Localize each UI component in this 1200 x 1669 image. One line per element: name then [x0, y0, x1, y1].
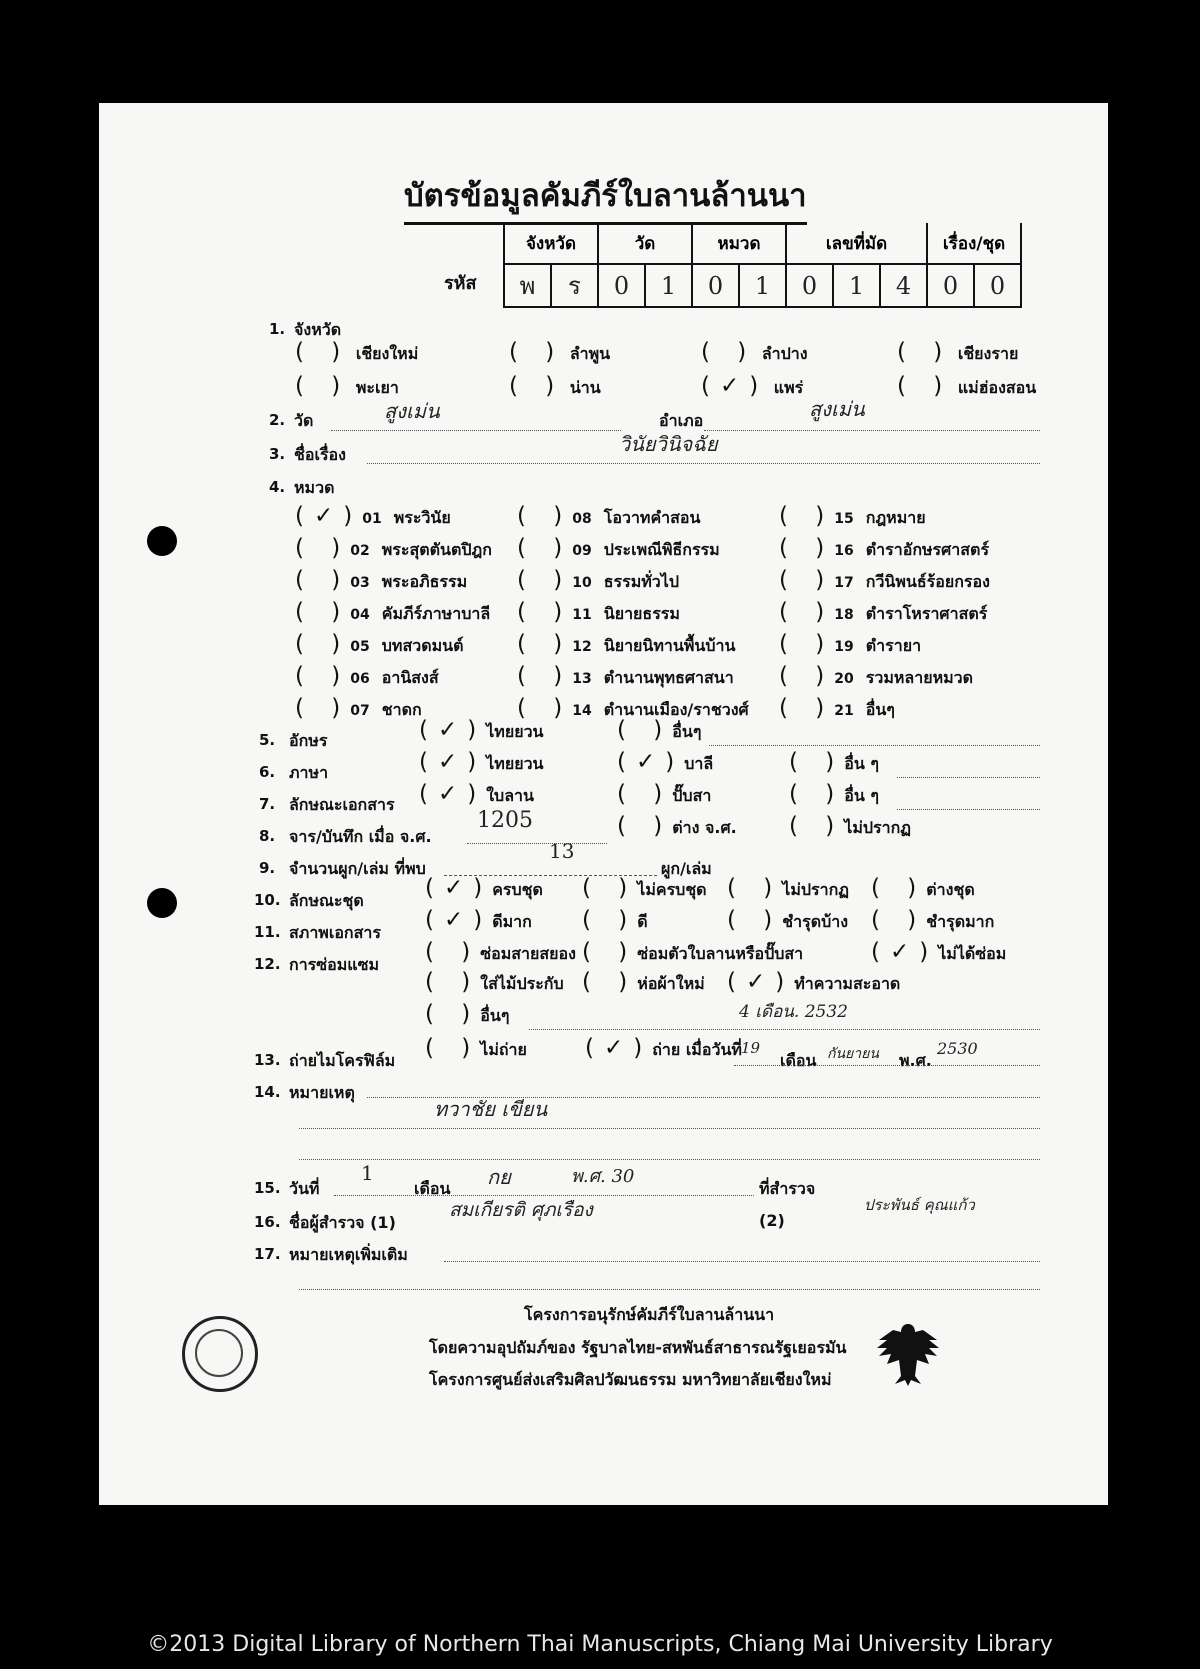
option-label: อื่น ๆ: [844, 754, 879, 773]
option-label: ไม่ได้ซ่อม: [938, 944, 1007, 963]
checkbox: ( ): [897, 373, 953, 399]
option-label: ทำความสะอาด: [794, 974, 901, 993]
checkbox: (✓): [425, 875, 493, 901]
field-14-label: หมายเหตุ: [289, 1083, 355, 1102]
era-option-other[interactable]: [617, 813, 737, 841]
checkbox: ( ): [509, 373, 565, 399]
field-16-label: ชื่อผู้สำรวจ (1): [289, 1213, 396, 1232]
checkbox: ( ): [509, 339, 565, 365]
field-7-label: ลักษณะเอกสาร: [289, 795, 395, 814]
code-cell: 0: [974, 264, 1021, 307]
code-cell: 0: [692, 264, 739, 307]
category-code: 05: [350, 639, 370, 655]
field-5-number: 5.: [259, 731, 276, 749]
category-code: 01: [362, 511, 382, 527]
field-2-number: 2.: [269, 411, 286, 429]
category-option-06[interactable]: [295, 663, 439, 691]
repair-handwritten-note: 4 เดือน. 2532: [739, 1002, 848, 1022]
language-option-pali[interactable]: [617, 749, 713, 777]
category-option-01[interactable]: [295, 503, 451, 531]
repair-option-string[interactable]: [425, 939, 576, 967]
option-label: ต่าง จ.ศ.: [672, 818, 737, 837]
category-option-04[interactable]: [295, 599, 490, 627]
code-header-bundle: เลขที่มัด: [786, 223, 927, 264]
copyright-notice: ©2013 Digital Library of Northern Thai Manuscripts, Chiang Mai University Library: [147, 1632, 1053, 1657]
code-cell: 4: [880, 264, 927, 307]
checkbox: (✓): [617, 749, 685, 775]
checkbox: ( ): [871, 907, 927, 933]
checkbox: ( ): [582, 969, 638, 995]
checkbox: (✓): [425, 907, 493, 933]
category-code: 03: [350, 575, 370, 591]
repair-option-not-repaired[interactable]: [871, 939, 1006, 967]
condition-option-very-good[interactable]: [425, 907, 532, 935]
option-label: แพร่: [773, 378, 804, 397]
checkbox: ( ): [517, 503, 573, 529]
field-15-label: วันที่: [289, 1179, 320, 1198]
document-option-other[interactable]: [789, 781, 879, 809]
district-label: อำเภอ: [659, 411, 704, 430]
option-label: เชียงราย: [957, 344, 1019, 363]
province-option-nan[interactable]: [509, 373, 601, 401]
field-16-number: 16.: [254, 1213, 281, 1231]
option-label: นิยายนิทานพื้นบ้าน: [603, 636, 736, 655]
survey-card: [99, 103, 1108, 1505]
category-option-02[interactable]: [295, 535, 492, 563]
checkbox: ( ): [701, 339, 757, 365]
checkbox: ( ): [517, 695, 573, 721]
option-label: ดี: [637, 912, 648, 931]
checkbox: ( ): [295, 631, 351, 657]
code-label: รหัส: [444, 273, 477, 294]
checkbox: ( ): [295, 535, 351, 561]
surveyor-2-label: (2): [759, 1211, 785, 1230]
code-header-temple: วัด: [598, 223, 692, 264]
option-label: ดีมาก: [492, 912, 532, 931]
field-7-number: 7.: [259, 795, 276, 813]
option-label: ชำรุดบ้าง: [782, 912, 849, 931]
survey-day[interactable]: 1: [361, 1161, 374, 1185]
option-label: ตำราโหราศาสตร์: [865, 604, 988, 623]
checkbox: ( ): [517, 567, 573, 593]
checkbox: ( ): [779, 631, 835, 657]
set-option-unknown[interactable]: [727, 875, 849, 903]
option-label: แม่ฮ่องสอน: [957, 378, 1037, 397]
era-option-unknown[interactable]: [789, 813, 911, 841]
checkbox: (✓): [701, 373, 769, 399]
category-code: 19: [834, 639, 854, 655]
field-12-number: 12.: [254, 955, 281, 973]
option-label: ธรรมทั่วไป: [603, 572, 679, 591]
category-option-15[interactable]: [779, 503, 926, 531]
category-option-05[interactable]: [295, 631, 463, 659]
field-11-number: 11.: [254, 923, 281, 941]
inscribed-year-value[interactable]: 1205: [477, 808, 533, 833]
category-code: 20: [834, 671, 854, 687]
category-option-09[interactable]: [517, 535, 720, 563]
checkbox: ( ): [779, 535, 835, 561]
category-code: 14: [572, 703, 592, 719]
surveyor-2-signature: ประพันธ์ คุณแก้ว: [864, 1196, 975, 1214]
category-code: 02: [350, 543, 370, 559]
option-label: ปั๊บสา: [672, 786, 712, 805]
field-5-label: อักษร: [289, 731, 328, 750]
checkbox: ( ): [582, 939, 638, 965]
category-option-08[interactable]: [517, 503, 700, 531]
option-label: พระอภิธรรม: [381, 572, 468, 591]
checkbox: ( ): [871, 875, 927, 901]
microfilm-month-label: เดือน: [780, 1051, 817, 1070]
option-label: ชาดก: [381, 700, 422, 719]
code-cell: 1: [833, 264, 880, 307]
option-label: ไทยยวน: [486, 722, 544, 741]
card-title: บัตรข้อมูลคัมภีร์ใบลานล้านนา: [404, 170, 807, 225]
option-label: ไม่ปรากฏ: [782, 880, 850, 899]
category-code: 18: [834, 607, 854, 623]
code-cell: 0: [786, 264, 833, 307]
option-label: ถ่าย เมื่อวันที่: [652, 1040, 742, 1059]
repair-option-wood-cover[interactable]: [425, 969, 564, 997]
language-option-other[interactable]: [789, 749, 879, 777]
option-label: ลำปาง: [761, 344, 808, 363]
category-option-03[interactable]: [295, 567, 467, 595]
field-6-number: 6.: [259, 763, 276, 781]
checkbox: ( ): [727, 875, 783, 901]
option-label: อื่น ๆ: [844, 786, 879, 805]
category-code: 10: [572, 575, 592, 591]
footer-line-1: โครงการอนุรักษ์คัมภีร์ใบลานล้านนา: [524, 1305, 775, 1324]
category-code: 06: [350, 671, 370, 687]
option-label: อื่นๆ: [480, 1006, 510, 1025]
repair-option-leaf[interactable]: [582, 939, 803, 967]
category-option-07[interactable]: [295, 695, 422, 723]
option-label: ลำพูน: [569, 344, 611, 363]
checkbox: ( ): [779, 599, 835, 625]
document-option-sa-paper[interactable]: [617, 781, 711, 809]
checkbox: ( ): [295, 373, 351, 399]
university-seal-logo: [182, 1316, 258, 1392]
checkbox: ( ): [582, 875, 638, 901]
checkbox: ( ): [517, 663, 573, 689]
checkbox: (✓): [419, 781, 487, 807]
set-option-incomplete[interactable]: [582, 875, 707, 903]
checkbox: (✓): [419, 749, 487, 775]
checkbox: ( ): [425, 939, 481, 965]
checkbox: ( ): [582, 907, 638, 933]
punch-hole-bottom: [147, 888, 177, 918]
field-1-number: 1.: [269, 320, 286, 338]
survey-suffix: ที่สำรวจ: [759, 1179, 816, 1198]
punch-hole-top: [147, 526, 177, 556]
category-option-17[interactable]: [779, 567, 990, 595]
checkbox: ( ): [517, 599, 573, 625]
field-4-label: หมวด: [294, 478, 335, 497]
survey-month[interactable]: กย: [487, 1165, 511, 1189]
set-option-complete[interactable]: [425, 875, 543, 903]
field-13-number: 13.: [254, 1051, 281, 1069]
checkbox: ( ): [789, 781, 845, 807]
code-cell: 1: [739, 264, 786, 307]
set-option-different[interactable]: [871, 875, 975, 903]
option-label: พระวินัย: [393, 508, 451, 527]
document-option-palmleaf[interactable]: [419, 781, 534, 809]
option-label: กฎหมาย: [865, 508, 926, 527]
option-label: บาลี: [684, 754, 714, 773]
checkbox: ( ): [295, 567, 351, 593]
field-4-number: 4.: [269, 478, 286, 496]
checkbox: ( ): [425, 969, 481, 995]
field-6-label: ภาษา: [289, 763, 329, 782]
province-option-chiangrai[interactable]: [897, 339, 1018, 367]
field-3-label: ชื่อเรื่อง: [294, 445, 346, 464]
field-14-number: 14.: [254, 1083, 281, 1101]
code-cell: พ: [504, 264, 551, 307]
category-option-11[interactable]: [517, 599, 680, 627]
province-option-lampang[interactable]: [701, 339, 808, 367]
option-label: อื่นๆ: [672, 722, 702, 741]
temple-value[interactable]: สูงเม่น: [384, 399, 440, 423]
checkbox: ( ): [295, 339, 351, 365]
category-code: 07: [350, 703, 370, 719]
code-cell: 0: [598, 264, 645, 307]
condition-option-heavy-damage[interactable]: [871, 907, 994, 935]
option-label: ซ่อมตัวใบลานหรือปั๊บสา: [637, 944, 804, 963]
microfilm-year[interactable]: 2530: [937, 1039, 978, 1058]
checkbox: ( ): [617, 781, 673, 807]
bundle-unit: ผูก/เล่ม: [661, 859, 712, 878]
checkbox: ( ): [517, 535, 573, 561]
option-label: ตำราอักษรศาสตร์: [865, 540, 990, 559]
footer-line-3: โครงการศูนย์ส่งเสริมศิลปวัฒนธรรม มหาวิทยาลัยเชียงใหม่: [429, 1370, 832, 1389]
checkbox: ( ): [779, 567, 835, 593]
field-11-label: สภาพเอกสาร: [289, 923, 381, 942]
option-label: ไม่ถ่าย: [480, 1040, 527, 1059]
category-code: 09: [572, 543, 592, 559]
category-option-13[interactable]: [517, 663, 734, 691]
option-label: ใบลาน: [486, 786, 534, 805]
option-label: ชำรุดมาก: [926, 912, 995, 931]
option-label: บทสวดมนต์: [381, 636, 464, 655]
category-code: 21: [834, 703, 854, 719]
category-option-21[interactable]: [779, 695, 895, 723]
option-label: น่าน: [569, 378, 601, 397]
option-label: ซ่อมสายสยอง: [480, 944, 576, 963]
field-13-label: ถ่ายไมโครฟิล์ม: [289, 1051, 396, 1070]
script-option-other[interactable]: [617, 717, 701, 745]
microfilm-month[interactable]: กันยายน: [827, 1046, 879, 1062]
category-option-20[interactable]: [779, 663, 973, 691]
field-17-label: หมายเหตุเพิ่มเติม: [289, 1245, 408, 1264]
code-table: [503, 223, 1022, 308]
checkbox: ( ): [425, 1035, 481, 1061]
category-code: 08: [572, 511, 592, 527]
checkbox: (✓): [295, 503, 363, 529]
checkbox: ( ): [617, 717, 673, 743]
category-code: 17: [834, 575, 854, 591]
checkbox: ( ): [789, 813, 845, 839]
checkbox: ( ): [425, 1001, 481, 1027]
option-label: ห่อผ้าใหม่: [637, 974, 705, 993]
microfilm-day[interactable]: 19: [741, 1039, 761, 1057]
checkbox: ( ): [779, 663, 835, 689]
option-label: ตำรายา: [865, 636, 922, 655]
microfilm-year-label: พ.ศ.: [899, 1051, 932, 1070]
checkbox: ( ): [779, 695, 835, 721]
option-label: รวมหลายหมวด: [865, 668, 974, 687]
field-12-label: การซ่อมแซม: [289, 955, 379, 974]
checkbox: ( ): [789, 749, 845, 775]
category-option-12[interactable]: [517, 631, 735, 659]
category-option-18[interactable]: [779, 599, 987, 627]
option-label: อานิสงส์: [381, 668, 439, 687]
field-9-number: 9.: [259, 859, 276, 877]
bundle-count-value[interactable]: 13: [549, 839, 575, 863]
checkbox: ( ): [617, 813, 673, 839]
category-code: 11: [572, 607, 592, 623]
option-label: กวีนิพนธ์ร้อยกรอง: [865, 572, 990, 591]
category-code: 15: [834, 511, 854, 527]
field-17-number: 17.: [254, 1245, 281, 1263]
repair-option-new-cloth[interactable]: [582, 969, 705, 997]
checkbox: ( ): [295, 663, 351, 689]
checkbox: (✓): [585, 1035, 653, 1061]
condition-option-some-damage[interactable]: [727, 907, 848, 935]
checkbox: ( ): [295, 599, 351, 625]
checkbox: ( ): [779, 503, 835, 529]
field-3-number: 3.: [269, 445, 286, 463]
survey-month-label: เดือน: [414, 1179, 451, 1198]
german-eagle-logo: [873, 1318, 943, 1390]
checkbox: ( ): [897, 339, 953, 365]
microfilm-option-yes[interactable]: [585, 1035, 742, 1063]
microfilm-option-no[interactable]: [425, 1035, 527, 1063]
checkbox: (✓): [419, 717, 487, 743]
field-8-label: จาร/บันทึก เมื่อ จ.ศ.: [289, 827, 432, 846]
category-code: 12: [572, 639, 592, 655]
field-9-label: จำนวนผูก/เล่ม ที่พบ: [289, 859, 426, 878]
survey-year[interactable]: พ.ศ. 30: [571, 1166, 635, 1187]
category-option-10[interactable]: [517, 567, 679, 595]
option-label: พะเยา: [355, 378, 399, 397]
code-header-item: เรื่อง/ชุด: [927, 223, 1021, 264]
field-1-label: จังหวัด: [294, 320, 342, 339]
remarks-value[interactable]: ทวาชัย เขียน: [434, 1097, 548, 1121]
code-header-province: จังหวัด: [504, 223, 598, 264]
option-label: พระสุตตันตปิฎก: [381, 540, 492, 559]
checkbox: ( ): [295, 695, 351, 721]
category-code: 16: [834, 543, 854, 559]
province-option-maehongson[interactable]: [897, 373, 1036, 401]
footer-line-2: โดยความอุปถัมภ์ของ รัฐบาลไทย-สหพันธ์สาธารณรัฐเยอรมัน: [429, 1338, 847, 1357]
option-label: ไทยยวน: [486, 754, 544, 773]
option-label: โอวาทคำสอน: [603, 508, 701, 527]
option-label: ไม่ปรากฏ: [844, 818, 912, 837]
code-cell: 1: [645, 264, 692, 307]
field-8-number: 8.: [259, 827, 276, 845]
checkbox: (✓): [727, 969, 795, 995]
option-label: ใส่ไม้ประกับ: [480, 974, 564, 993]
option-label: ไม่ครบชุด: [637, 880, 707, 899]
language-option-taiyuan[interactable]: [419, 749, 543, 777]
option-label: เชียงใหม่: [355, 344, 419, 363]
code-cell: 0: [927, 264, 974, 307]
option-label: ตำนานเมือง/ราชวงศ์: [603, 700, 749, 719]
title-value[interactable]: วินัยวินิจฉัย: [619, 432, 718, 456]
option-label: คัมภีร์ภาษาบาลี: [381, 604, 491, 623]
field-10-label: ลักษณะชุด: [289, 891, 364, 910]
option-label: ประเพณีพิธีกรรม: [603, 540, 720, 559]
option-label: ครบชุด: [492, 880, 543, 899]
option-label: ตำนานพุทธศาสนา: [603, 668, 734, 687]
field-15-number: 15.: [254, 1179, 281, 1197]
category-code: 13: [572, 671, 592, 687]
province-option-phrae[interactable]: [701, 373, 803, 401]
code-cell: ร: [551, 264, 598, 307]
checkbox: ( ): [727, 907, 783, 933]
code-header-category: หมวด: [692, 223, 786, 264]
surveyor-1-name[interactable]: สมเกียรติ ศุภเรือง: [449, 1199, 593, 1221]
checkbox: ( ): [517, 631, 573, 657]
repair-option-other[interactable]: [425, 1001, 509, 1029]
field-2-label: วัด: [294, 411, 314, 430]
province-option-chiangmai[interactable]: [295, 339, 418, 367]
province-option-lamphun[interactable]: [509, 339, 610, 367]
category-option-19[interactable]: [779, 631, 921, 659]
option-label: อื่นๆ: [865, 700, 895, 719]
option-label: นิยายธรรม: [603, 604, 680, 623]
option-label: ต่างชุด: [926, 880, 975, 899]
field-10-number: 10.: [254, 891, 281, 909]
checkbox: (✓): [871, 939, 939, 965]
category-option-16[interactable]: [779, 535, 989, 563]
script-option-taiyuan[interactable]: [419, 717, 543, 745]
repair-option-cleaned[interactable]: [727, 969, 900, 997]
district-value[interactable]: สูงเม่น: [809, 397, 865, 421]
category-code: 04: [350, 607, 370, 623]
condition-option-good[interactable]: [582, 907, 648, 935]
